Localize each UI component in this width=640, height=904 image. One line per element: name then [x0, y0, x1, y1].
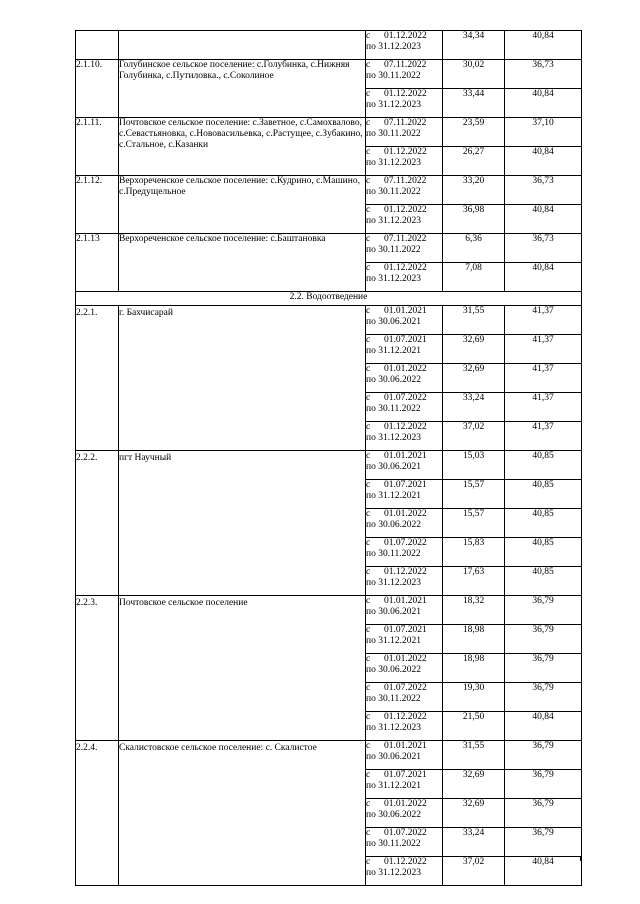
period-from-prefix: с [366, 509, 371, 519]
tariff-value-1: 21,50 [443, 712, 505, 741]
period-from: 01.01.2022 [384, 799, 427, 809]
section-row [76, 292, 582, 306]
period-to-prefix: по [366, 129, 379, 139]
period-to-prefix: по [366, 158, 379, 168]
period-cell [366, 60, 443, 89]
tariff-value-2: 36,79 [505, 799, 582, 828]
period-from-prefix: с [366, 538, 371, 548]
period-to-prefix: по [366, 71, 379, 81]
period-to-prefix: по [366, 868, 379, 878]
period-to-prefix: по [366, 100, 379, 110]
period-from-prefix: с [366, 567, 371, 577]
tariff-value-2: 40,84 [505, 89, 582, 118]
period-from-prefix: с [366, 234, 371, 244]
period-from-prefix: с [366, 480, 371, 490]
period-cell [366, 509, 443, 538]
table-row [76, 451, 582, 480]
period-from: 01.01.2021 [384, 451, 427, 461]
period-from: 01.07.2021 [384, 480, 427, 490]
period-to-prefix: по [366, 245, 379, 255]
period-from-prefix: с [366, 335, 371, 345]
period-from-prefix: с [366, 596, 371, 606]
period-from: 01.01.2022 [384, 364, 427, 374]
period-to: 31.12.2023 [378, 100, 421, 110]
period-cell [366, 364, 443, 393]
tariff-value-1: 34,34 [443, 31, 505, 60]
section-title: 2.2. Водоотведение [76, 292, 582, 306]
period-from: 01.01.2021 [384, 596, 427, 606]
table-right-edge [580, 856, 582, 861]
period-to-prefix: по [366, 549, 379, 559]
period-from-prefix: с [366, 364, 371, 374]
period-to-prefix: по [366, 520, 379, 530]
period-from-prefix: с [366, 60, 371, 70]
period-from: 01.07.2021 [384, 335, 427, 345]
period-to-prefix: по [366, 404, 379, 414]
period-cell [366, 799, 443, 828]
period-to-prefix: по [366, 216, 379, 226]
table-row [76, 118, 582, 147]
tariff-value-2: 37,10 [505, 118, 582, 147]
period-cell [366, 234, 443, 263]
table-row [76, 306, 582, 335]
tariff-value-1: 32,69 [443, 335, 505, 364]
tariff-value-1: 26,27 [443, 147, 505, 176]
period-from: 01.01.2021 [384, 741, 427, 751]
tariff-value-1: 36,98 [443, 205, 505, 234]
tariff-value-2: 36,79 [505, 683, 582, 712]
tariff-value-1: 33,20 [443, 176, 505, 205]
period-from-prefix: с [366, 89, 371, 99]
tariff-value-2: 36,73 [505, 176, 582, 205]
period-from-prefix: с [366, 451, 371, 461]
period-from: 01.01.2022 [384, 509, 427, 519]
tariff-value-1: 6,36 [443, 234, 505, 263]
tariff-value-2: 40,84 [505, 147, 582, 176]
period-to: 30.06.2022 [378, 810, 421, 820]
period-to: 30.06.2022 [378, 520, 421, 530]
period-to-prefix: по [366, 42, 379, 52]
tariff-value-2: 36,73 [505, 234, 582, 263]
period-to: 30.11.2022 [378, 404, 421, 414]
period-from-prefix: с [366, 770, 371, 780]
table-row [76, 176, 582, 205]
tariff-value-1: 33,44 [443, 89, 505, 118]
tariff-value-2: 36,73 [505, 60, 582, 89]
tariff-value-1: 23,59 [443, 118, 505, 147]
period-to-prefix: по [366, 491, 379, 501]
settlement-name [119, 31, 366, 60]
period-to: 30.11.2022 [378, 694, 421, 704]
tariff-value-2: 40,85 [505, 567, 582, 596]
period-to: 31.12.2021 [378, 781, 421, 791]
tariff-value-1: 33,24 [443, 393, 505, 422]
period-from: 01.07.2022 [384, 538, 427, 548]
period-from-prefix: с [366, 176, 371, 186]
period-cell [366, 567, 443, 596]
period-to: 30.06.2021 [378, 752, 421, 762]
period-to-prefix: по [366, 607, 379, 617]
period-from-prefix: с [366, 828, 371, 838]
table-row [76, 60, 582, 89]
period-cell [366, 176, 443, 205]
period-to-prefix: по [366, 578, 379, 588]
period-to-prefix: по [366, 346, 379, 356]
period-from: 01.12.2022 [384, 422, 427, 432]
period-to: 30.06.2022 [378, 375, 421, 385]
tariff-table [75, 30, 582, 886]
period-from: 01.12.2022 [384, 857, 427, 867]
tariff-value-1: 17,63 [443, 567, 505, 596]
period-cell [366, 118, 443, 147]
period-from-prefix: с [366, 393, 371, 403]
period-to-prefix: по [366, 694, 379, 704]
tariff-value-1: 37,02 [443, 857, 505, 886]
period-cell [366, 654, 443, 683]
tariff-value-1: 32,69 [443, 799, 505, 828]
period-cell [366, 741, 443, 770]
period-to: 31.12.2021 [378, 636, 421, 646]
table-row [76, 31, 582, 60]
settlement-name: Скалистовское сельское поселение: с. Скалистое [119, 741, 366, 886]
period-from: 01.07.2022 [384, 828, 427, 838]
period-from: 01.07.2022 [384, 683, 427, 693]
period-cell [366, 422, 443, 451]
period-from-prefix: с [366, 31, 371, 41]
tariff-value-1: 15,57 [443, 509, 505, 538]
period-to-prefix: по [366, 781, 379, 791]
period-to: 31.12.2021 [378, 346, 421, 356]
period-cell [366, 89, 443, 118]
period-to-prefix: по [366, 665, 379, 675]
tariff-value-2: 41,37 [505, 422, 582, 451]
row-number: 2.1.12. [76, 176, 119, 234]
tariff-value-2: 36,79 [505, 596, 582, 625]
period-to: 30.11.2022 [378, 549, 421, 559]
period-cell [366, 147, 443, 176]
period-from-prefix: с [366, 654, 371, 664]
tariff-value-1: 31,55 [443, 306, 505, 335]
period-to-prefix: по [366, 433, 379, 443]
period-to: 31.12.2023 [378, 42, 421, 52]
period-cell [366, 712, 443, 741]
period-to-prefix: по [366, 810, 379, 820]
period-from: 01.12.2022 [384, 147, 427, 157]
period-to: 30.11.2022 [378, 839, 421, 849]
settlement-name: г. Бахчисарай [119, 306, 366, 451]
period-to: 31.12.2023 [378, 216, 421, 226]
period-cell [366, 335, 443, 364]
table-row [76, 741, 582, 770]
settlement-name: Голубинское сельское поселение: с.Голубинка, с.Нижняя Голубинка, с.Путиловка., с.Соколиное [119, 60, 366, 118]
period-cell [366, 683, 443, 712]
tariff-value-1: 15,57 [443, 480, 505, 509]
period-from-prefix: с [366, 147, 371, 157]
tariff-value-2: 36,79 [505, 828, 582, 857]
tariff-value-2: 40,84 [505, 857, 582, 886]
row-number: 2.1.11. [76, 118, 119, 176]
period-from: 01.12.2022 [384, 567, 427, 577]
tariff-value-2: 40,84 [505, 712, 582, 741]
tariff-value-2: 36,79 [505, 741, 582, 770]
period-from-prefix: с [366, 263, 371, 273]
period-to: 30.11.2022 [378, 71, 421, 81]
period-from: 01.12.2022 [384, 263, 427, 273]
tariff-value-2: 41,37 [505, 364, 582, 393]
period-to: 31.12.2023 [378, 158, 421, 168]
period-cell [366, 31, 443, 60]
period-from-prefix: с [366, 625, 371, 635]
period-to: 30.06.2021 [378, 607, 421, 617]
tariff-value-2: 41,37 [505, 393, 582, 422]
period-from: 01.01.2022 [384, 654, 427, 664]
period-from: 01.12.2022 [384, 712, 427, 722]
row-number: 2.2.4. [76, 741, 119, 886]
period-from: 01.12.2022 [384, 205, 427, 215]
tariff-value-1: 18,98 [443, 654, 505, 683]
period-to-prefix: по [366, 636, 379, 646]
tariff-value-1: 18,32 [443, 596, 505, 625]
tariff-value-2: 40,85 [505, 509, 582, 538]
period-to: 30.06.2022 [378, 665, 421, 675]
period-from-prefix: с [366, 683, 371, 693]
period-to-prefix: по [366, 375, 379, 385]
period-to-prefix: по [366, 317, 379, 327]
period-from: 01.12.2022 [384, 89, 427, 99]
tariff-value-2: 41,37 [505, 306, 582, 335]
settlement-name: Верхореченское сельское поселение: с.Баштановка [119, 234, 366, 292]
period-cell [366, 828, 443, 857]
tariff-value-2: 36,79 [505, 625, 582, 654]
settlement-name: Почтовское сельское поселение [119, 596, 366, 741]
period-from: 01.12.2022 [384, 31, 427, 41]
period-to: 31.12.2023 [378, 578, 421, 588]
period-from-prefix: с [366, 205, 371, 215]
period-to: 30.06.2021 [378, 317, 421, 327]
tariff-value-2: 40,84 [505, 31, 582, 60]
tariff-value-2: 41,37 [505, 335, 582, 364]
period-from: 01.07.2021 [384, 625, 427, 635]
period-to-prefix: по [366, 723, 379, 733]
period-to: 30.11.2022 [378, 187, 421, 197]
settlement-name: Верхореченское сельское поселение: с.Кудрино, с.Машино, с.Предущельное [119, 176, 366, 234]
tariff-value-1: 32,69 [443, 770, 505, 799]
period-to-prefix: по [366, 839, 379, 849]
tariff-value-2: 36,79 [505, 770, 582, 799]
period-to-prefix: по [366, 462, 379, 472]
period-from: 01.01.2021 [384, 306, 427, 316]
settlement-name: Почтовское сельское поселение: с.Заветное, с.Самохвалово, с.Севастьяновка, с.Нововасильевка, с.Растущее, с.Зубакино, с.Стальное, с.Казанки [119, 118, 366, 176]
row-number [76, 31, 119, 60]
row-number: 2.1.10. [76, 60, 119, 118]
settlement-name: пгт Научный [119, 451, 366, 596]
period-from: 07.11.2022 [384, 60, 427, 70]
period-from-prefix: с [366, 857, 371, 867]
period-cell [366, 625, 443, 654]
tariff-value-2: 40,84 [505, 205, 582, 234]
period-from-prefix: с [366, 422, 371, 432]
period-from: 01.07.2022 [384, 393, 427, 403]
row-number: 2.2.1. [76, 306, 119, 451]
tariff-value-2: 36,79 [505, 654, 582, 683]
row-number: 2.2.3. [76, 596, 119, 741]
period-to: 30.11.2022 [378, 129, 421, 139]
period-from-prefix: с [366, 741, 371, 751]
tariff-value-1: 15,03 [443, 451, 505, 480]
period-to-prefix: по [366, 187, 379, 197]
tariff-value-1: 18,98 [443, 625, 505, 654]
period-to: 31.12.2021 [378, 491, 421, 501]
period-from: 07.11.2022 [384, 118, 427, 128]
period-to: 30.06.2021 [378, 462, 421, 472]
period-cell [366, 306, 443, 335]
tariff-value-2: 40,85 [505, 480, 582, 509]
tariff-value-2: 40,84 [505, 263, 582, 292]
period-cell [366, 263, 443, 292]
period-from-prefix: с [366, 306, 371, 316]
period-cell [366, 538, 443, 567]
row-number: 2.1.13 [76, 234, 119, 292]
tariff-value-2: 40,85 [505, 451, 582, 480]
tariff-value-1: 7,08 [443, 263, 505, 292]
period-to: 31.12.2023 [378, 868, 421, 878]
tariff-value-1: 15,83 [443, 538, 505, 567]
period-to: 30.11.2022 [378, 245, 421, 255]
table-row [76, 596, 582, 625]
tariff-value-1: 37,02 [443, 422, 505, 451]
period-from: 07.11.2022 [384, 234, 427, 244]
tariff-value-1: 19,30 [443, 683, 505, 712]
period-from-prefix: с [366, 712, 371, 722]
period-to: 31.12.2023 [378, 433, 421, 443]
period-cell [366, 596, 443, 625]
tariff-value-1: 32,69 [443, 364, 505, 393]
period-cell [366, 205, 443, 234]
period-to: 31.12.2023 [378, 723, 421, 733]
tariff-value-1: 30,02 [443, 60, 505, 89]
period-from: 07.11.2022 [384, 176, 427, 186]
table-left-edge [75, 856, 77, 861]
period-from: 01.07.2021 [384, 770, 427, 780]
period-from-prefix: с [366, 118, 371, 128]
tariff-value-1: 33,24 [443, 828, 505, 857]
period-cell [366, 480, 443, 509]
tariff-value-1: 31,55 [443, 741, 505, 770]
period-cell [366, 857, 443, 886]
period-to-prefix: по [366, 274, 379, 284]
period-cell [366, 770, 443, 799]
period-to: 31.12.2023 [378, 274, 421, 284]
table-row [76, 234, 582, 263]
period-cell [366, 451, 443, 480]
row-number: 2.2.2. [76, 451, 119, 596]
period-cell [366, 393, 443, 422]
period-to-prefix: по [366, 752, 379, 762]
tariff-value-2: 40,85 [505, 538, 582, 567]
period-from-prefix: с [366, 799, 371, 809]
